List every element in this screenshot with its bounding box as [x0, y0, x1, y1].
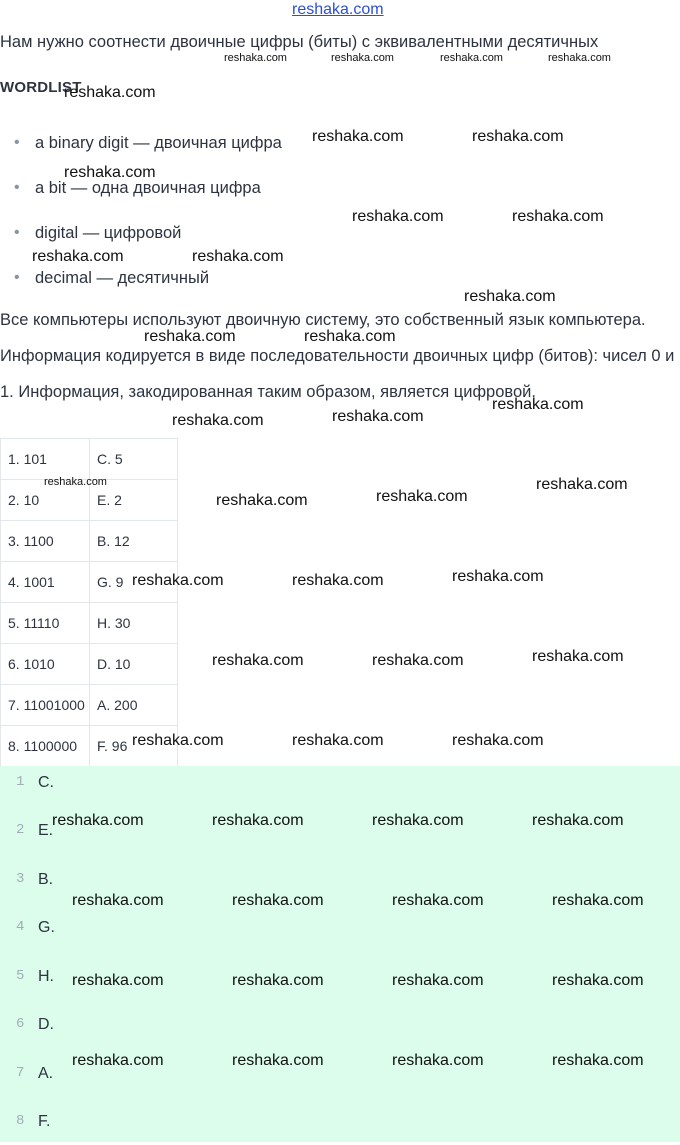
answer-value: D.: [38, 1016, 54, 1033]
watermark: reshaka.com: [132, 732, 224, 749]
line-number: 6: [16, 1016, 25, 1032]
watermark: reshaka.com: [331, 52, 394, 64]
answer-line: [0, 1057, 680, 1097]
watermark: reshaka.com: [292, 732, 384, 749]
bullet-icon: •: [14, 134, 20, 151]
watermark: reshaka.com: [52, 812, 144, 829]
answer-line: [0, 766, 680, 806]
watermark: reshaka.com: [312, 128, 404, 145]
table-row: [1, 480, 178, 521]
watermark: reshaka.com: [376, 488, 468, 505]
decimal-cell: C. 5: [90, 439, 178, 480]
watermark: reshaka.com: [232, 1052, 324, 1069]
line-number: 1: [16, 774, 25, 790]
watermark: reshaka.com: [536, 476, 628, 493]
table-row: [1, 439, 178, 480]
binary-cell: 1. 101: [1, 439, 90, 480]
bullet-icon: •: [14, 224, 20, 241]
table-row: [1, 685, 178, 726]
watermark: reshaka.com: [392, 1052, 484, 1069]
answer-value: H.: [38, 968, 54, 985]
watermark: reshaka.com: [472, 128, 564, 145]
watermark: reshaka.com: [72, 1052, 164, 1069]
binary-cell: 8. 1100000: [1, 726, 90, 767]
answer-value: A.: [38, 1065, 54, 1082]
answer-line: [0, 814, 680, 854]
line-number: 4: [16, 919, 25, 935]
wordlist-item: • a binary digit — двоичная цифра: [14, 134, 282, 152]
wordlist-item: • digital — цифровой: [14, 224, 182, 242]
answer-block: [0, 766, 680, 1142]
binary-cell: 6. 1010: [1, 644, 90, 685]
decimal-cell: D. 10: [90, 644, 178, 685]
watermark: reshaka.com: [452, 732, 544, 749]
line-number: 2: [16, 822, 25, 838]
decimal-cell: B. 12: [90, 521, 178, 562]
answer-value: B.: [38, 871, 54, 888]
decimal-cell: E. 2: [90, 480, 178, 521]
binary-cell: 2. 10: [1, 480, 90, 521]
decimal-cell: H. 30: [90, 603, 178, 644]
watermark: reshaka.com: [232, 972, 324, 989]
watermark: reshaka.com: [552, 972, 644, 989]
line-number: 7: [16, 1065, 25, 1081]
binary-cell: 4. 1001: [1, 562, 90, 603]
table-row: [1, 644, 178, 685]
watermark: reshaka.com: [232, 892, 324, 909]
table-row: [1, 603, 178, 644]
answer-line: [0, 1105, 680, 1145]
watermark: reshaka.com: [72, 972, 164, 989]
watermark: reshaka.com: [304, 328, 396, 345]
decimal-cell: A. 200: [90, 685, 178, 726]
watermark: reshaka.com: [64, 164, 156, 181]
watermark: reshaka.com: [372, 652, 464, 669]
table-row: [1, 726, 178, 767]
line-number: 8: [16, 1113, 25, 1129]
watermark: reshaka.com: [352, 208, 444, 225]
decimal-cell: G. 9: [90, 562, 178, 603]
watermark: reshaka.com: [532, 812, 624, 829]
watermark: reshaka.com: [372, 812, 464, 829]
watermark: reshaka.com: [72, 892, 164, 909]
wordlist-item: • decimal — десятичный: [14, 269, 210, 287]
watermark: reshaka.com: [532, 648, 624, 665]
watermark: reshaka.com: [132, 572, 224, 589]
table-row: [1, 521, 178, 562]
watermark: reshaka.com: [192, 248, 284, 265]
matching-table: [0, 438, 178, 767]
answer-line: [0, 1008, 680, 1048]
line-number: 3: [16, 871, 25, 887]
watermark: reshaka.com: [44, 476, 107, 488]
watermark: reshaka.com: [224, 52, 287, 64]
watermark: reshaka.com: [552, 892, 644, 909]
watermark: reshaka.com: [552, 1052, 644, 1069]
binary-cell: 5. 11110: [1, 603, 90, 644]
decimal-cell: F. 96: [90, 726, 178, 767]
watermark: reshaka.com: [440, 52, 503, 64]
watermark: reshaka.com: [452, 568, 544, 585]
binary-cell: 3. 1100: [1, 521, 90, 562]
answer-line: [0, 911, 680, 951]
watermark: reshaka.com: [64, 84, 156, 101]
watermark: reshaka.com: [512, 208, 604, 225]
bullet-icon: •: [14, 269, 20, 286]
watermark: reshaka.com: [32, 248, 124, 265]
watermark: reshaka.com: [216, 492, 308, 509]
watermark: reshaka.com: [172, 412, 264, 429]
body-paragraph: Все компьютеры используют двоичную систему, это собственный язык компьютера. Информация кодируется в виде последовательности двоичных цифр (битов): чисел 0 и 1. Информация, закодированная таким образом, является цифровой.: [0, 311, 675, 401]
answer-line: [0, 960, 680, 1000]
table-row: [1, 562, 178, 603]
binary-cell: 7. 11001000: [1, 685, 90, 726]
answer-line: [0, 863, 680, 903]
watermark: reshaka.com: [212, 652, 304, 669]
answer-value: E.: [38, 822, 54, 839]
watermark: reshaka.com: [464, 288, 556, 305]
site-link[interactable]: reshaka.com: [292, 1, 384, 18]
watermark: reshaka.com: [392, 892, 484, 909]
wordlist-title: WORDLIST: [0, 79, 82, 96]
watermark: reshaka.com: [144, 328, 236, 345]
bullet-icon: •: [14, 179, 20, 196]
watermark: reshaka.com: [492, 396, 584, 413]
answer-value: F.: [38, 1113, 51, 1130]
wordlist-item: • a bit — одна двоичная цифра: [14, 179, 261, 197]
line-number: 5: [16, 968, 25, 984]
watermark: reshaka.com: [292, 572, 384, 589]
watermark: reshaka.com: [548, 52, 611, 64]
answer-value: C.: [38, 774, 54, 791]
watermark: reshaka.com: [392, 972, 484, 989]
intro-text: Нам нужно соотнести двоичные цифры (биты) с эквивалентными десятичных: [0, 33, 599, 51]
watermark: reshaka.com: [212, 812, 304, 829]
answer-value: G.: [38, 919, 55, 936]
watermark: reshaka.com: [332, 408, 424, 425]
